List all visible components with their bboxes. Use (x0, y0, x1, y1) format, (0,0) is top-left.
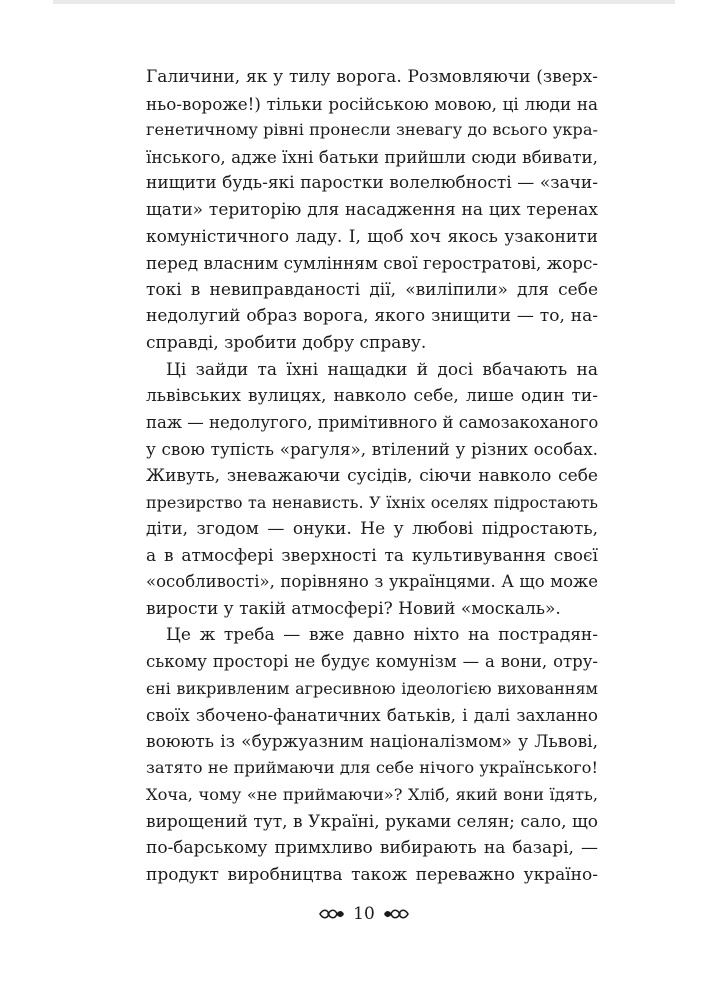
text-line: у свою тупість «рагуля», втілений у різних особах. (146, 439, 598, 460)
left-ornament-icon (319, 908, 345, 920)
text-line: затято не приймаючи для себе нічого українського! (146, 758, 598, 778)
text-line: Хоча, чому «не приймаючи»? Хліб, який вони їдять, (146, 785, 598, 805)
page-footer (0, 904, 728, 924)
text-line: львівських вулицях, навколо себе, лише один ти- (146, 386, 598, 407)
text-line: своїх збочено-фанатичних батьків, і далі захланно (146, 705, 598, 726)
text-line: перед власним сумлінням свої геростратові, жорс- (146, 253, 598, 274)
text-line: справді, зробити добру справу. (146, 332, 427, 353)
text-line: ньо-вороже!) тільки російською мовою, ці люди на (146, 93, 598, 114)
text-line: Живуть, зневажаючи сусідів, сіючи навколо себе (146, 465, 598, 486)
text-line: по-барському примхливо вибирають на базарі, — (146, 838, 598, 859)
text-line: діти, згодом — онуки. Не у любові підростають, (146, 519, 598, 540)
text-line: «особливості», порівняно з українцями. А що може (146, 572, 598, 592)
text-line: недолугий образ ворога, якого знищити — то, на- (146, 306, 598, 327)
text-line: продукт виробництва також переважно україно- (146, 864, 598, 885)
text-line: єні викривленим агресивною ідеологією вихованням (146, 678, 598, 698)
text-line: генетичному рівні пронесли зневагу до всього укра- (146, 120, 598, 140)
page-top-edge (53, 0, 675, 4)
text-line: Галичини, як у тилу ворога. Розмовляючи (зверх- (146, 67, 598, 87)
paragraph (146, 64, 598, 357)
text-line: вирощений тут, в Україні, руками селян; сало, що (146, 811, 598, 832)
text-line: презирство та ненависть. У їхніх оселях підростають (146, 492, 598, 512)
text-line: воюють із «буржуазним націоналізмом» у Львові, (146, 731, 598, 752)
text-line: їнського, адже їхні батьки прийшли сюди вбивати, (146, 146, 598, 167)
text-line: нищити будь-які паростки волелюбності — «зачи- (146, 173, 598, 194)
text-line: паж — недолугого, примітивного й самозакоханого (146, 412, 599, 432)
text-line: Ці зайди та їхні нащадки й досі вбачають на (166, 359, 598, 380)
right-ornament-icon (383, 908, 409, 920)
page-body (146, 64, 598, 888)
text-line: вирости у такій атмосфері? Новий «москаль». (146, 598, 561, 619)
page-number: 10 (353, 904, 375, 924)
text-line: щати» територію для насадження на цих теренах (146, 199, 598, 220)
paragraph (146, 357, 598, 623)
text-line: ському просторі не будує комунізм — а вони, отру- (146, 652, 598, 672)
text-line: токі в невиправданості дії, «виліпили» для себе (146, 279, 598, 300)
text-line: Це ж треба — вже давно ніхто на пострадян- (166, 625, 598, 646)
paragraph (146, 622, 598, 888)
text-line: комуністичного ладу. І, щоб хоч якось узаконити (146, 226, 598, 247)
text-line: а в атмосфері зверхності та культивування своєї (146, 545, 598, 566)
